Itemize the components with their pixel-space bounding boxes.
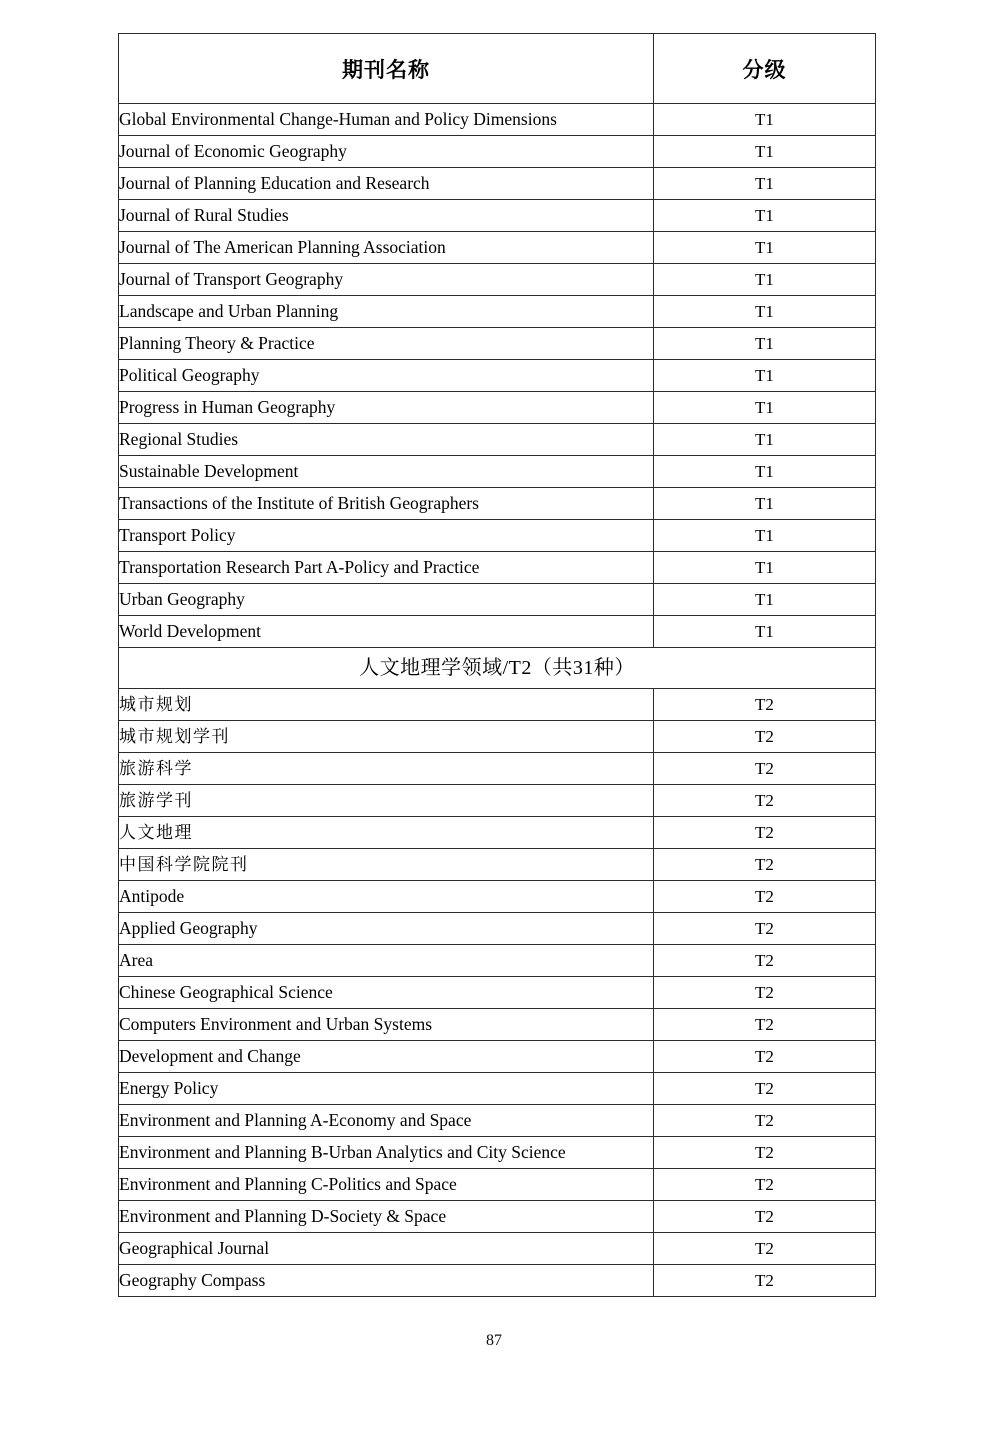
grade-cell: T2 [654,721,876,753]
journal-name-cell: Sustainable Development [119,456,654,488]
grade-cell: T2 [654,977,876,1009]
table-header-row [119,34,876,104]
table-row [119,1105,876,1137]
page-number: 87 [486,1332,502,1349]
table-row [119,977,876,1009]
journal-name-cell: Geographical Journal [119,1233,654,1265]
journal-name-cell: 人文地理 [119,817,654,849]
table-row [119,456,876,488]
grade-cell: T1 [654,232,876,264]
journal-name-cell: Journal of Planning Education and Research [119,168,654,200]
grade-cell: T1 [654,424,876,456]
journal-name-cell: Geography Compass [119,1265,654,1297]
grade-cell: T2 [654,1073,876,1105]
journal-name-cell: 旅游科学 [119,753,654,785]
journal-name-cell: Antipode [119,881,654,913]
journal-name-cell: Transportation Research Part A-Policy and Practice [119,552,654,584]
journal-name-cell: 城市规划学刊 [119,721,654,753]
journal-name-cell: Landscape and Urban Planning [119,296,654,328]
table-row [119,785,876,817]
grade-cell: T1 [654,328,876,360]
table-body [119,104,876,1297]
column-header-journal-name: 期刊名称 [119,34,654,104]
table-row [119,392,876,424]
table-row [119,913,876,945]
journal-name-cell: Environment and Planning A-Economy and Space [119,1105,654,1137]
grade-cell: T1 [654,392,876,424]
journal-name-cell: 旅游学刊 [119,785,654,817]
journal-name-cell: 中国科学院院刊 [119,849,654,881]
grade-cell: T1 [654,200,876,232]
grade-cell: T1 [654,360,876,392]
table-row [119,264,876,296]
table-row [119,520,876,552]
journal-name-cell: Chinese Geographical Science [119,977,654,1009]
journal-name-cell: Environment and Planning B-Urban Analytics and City Science [119,1137,654,1169]
journal-name-cell: World Development [119,616,654,648]
table-row [119,1201,876,1233]
table-row [119,817,876,849]
column-header-grade: 分级 [654,34,876,104]
grade-cell: T2 [654,913,876,945]
journal-ranking-table [118,33,876,1297]
table-row [119,616,876,648]
grade-cell: T1 [654,584,876,616]
journal-name-cell: Regional Studies [119,424,654,456]
grade-cell: T2 [654,1041,876,1073]
table-row [119,168,876,200]
table-row [119,1073,876,1105]
table-row [119,136,876,168]
grade-cell: T2 [654,945,876,977]
journal-name-cell: Progress in Human Geography [119,392,654,424]
grade-cell: T1 [654,136,876,168]
grade-cell: T1 [654,552,876,584]
journal-name-cell: Environment and Planning C-Politics and Space [119,1169,654,1201]
grade-cell: T2 [654,1169,876,1201]
grade-cell: T1 [654,168,876,200]
grade-cell: T1 [654,296,876,328]
table-row [119,360,876,392]
grade-cell: T2 [654,849,876,881]
journal-name-cell: Journal of The American Planning Association [119,232,654,264]
grade-cell: T2 [654,785,876,817]
grade-cell: T2 [654,881,876,913]
table-row [119,584,876,616]
journal-name-cell: Journal of Economic Geography [119,136,654,168]
journal-name-cell: Planning Theory & Practice [119,328,654,360]
grade-cell: T1 [654,616,876,648]
grade-cell: T1 [654,456,876,488]
journal-name-cell: Applied Geography [119,913,654,945]
table-row [119,721,876,753]
table-row [119,945,876,977]
grade-cell: T1 [654,104,876,136]
table-row [119,1233,876,1265]
grade-cell: T1 [654,488,876,520]
grade-cell: T2 [654,1201,876,1233]
section-header-row [119,648,876,689]
table-row [119,849,876,881]
table-row [119,552,876,584]
journal-name-cell: Urban Geography [119,584,654,616]
journal-name-cell: Environment and Planning D-Society & Space [119,1201,654,1233]
grade-cell: T2 [654,689,876,721]
journal-name-cell: Area [119,945,654,977]
grade-cell: T2 [654,1009,876,1041]
grade-cell: T2 [654,1233,876,1265]
table-row [119,424,876,456]
table-row [119,881,876,913]
table-row [119,689,876,721]
table-row [119,200,876,232]
journal-name-cell: Political Geography [119,360,654,392]
table-row [119,1137,876,1169]
journal-name-cell: Global Environmental Change-Human and Policy Dimensions [119,104,654,136]
journal-name-cell: Transport Policy [119,520,654,552]
journal-name-cell: Computers Environment and Urban Systems [119,1009,654,1041]
journal-name-cell: Journal of Transport Geography [119,264,654,296]
table-row [119,1041,876,1073]
journal-name-cell: Development and Change [119,1041,654,1073]
grade-cell: T1 [654,264,876,296]
section-header-label: 人文地理学领域/T2（共31种） [119,648,876,689]
table-row [119,753,876,785]
grade-cell: T2 [654,753,876,785]
table-row [119,232,876,264]
grade-cell: T2 [654,1105,876,1137]
table-row [119,328,876,360]
table-row [119,104,876,136]
table-row [119,1169,876,1201]
table-row [119,1265,876,1297]
journal-name-cell: Transactions of the Institute of British Geographers [119,488,654,520]
journal-name-cell: Journal of Rural Studies [119,200,654,232]
grade-cell: T2 [654,817,876,849]
grade-cell: T2 [654,1137,876,1169]
table-row [119,296,876,328]
journal-name-cell: Energy Policy [119,1073,654,1105]
journal-name-cell: 城市规划 [119,689,654,721]
table-header [119,34,876,104]
grade-cell: T1 [654,520,876,552]
table-row [119,488,876,520]
table-row [119,1009,876,1041]
grade-cell: T2 [654,1265,876,1297]
